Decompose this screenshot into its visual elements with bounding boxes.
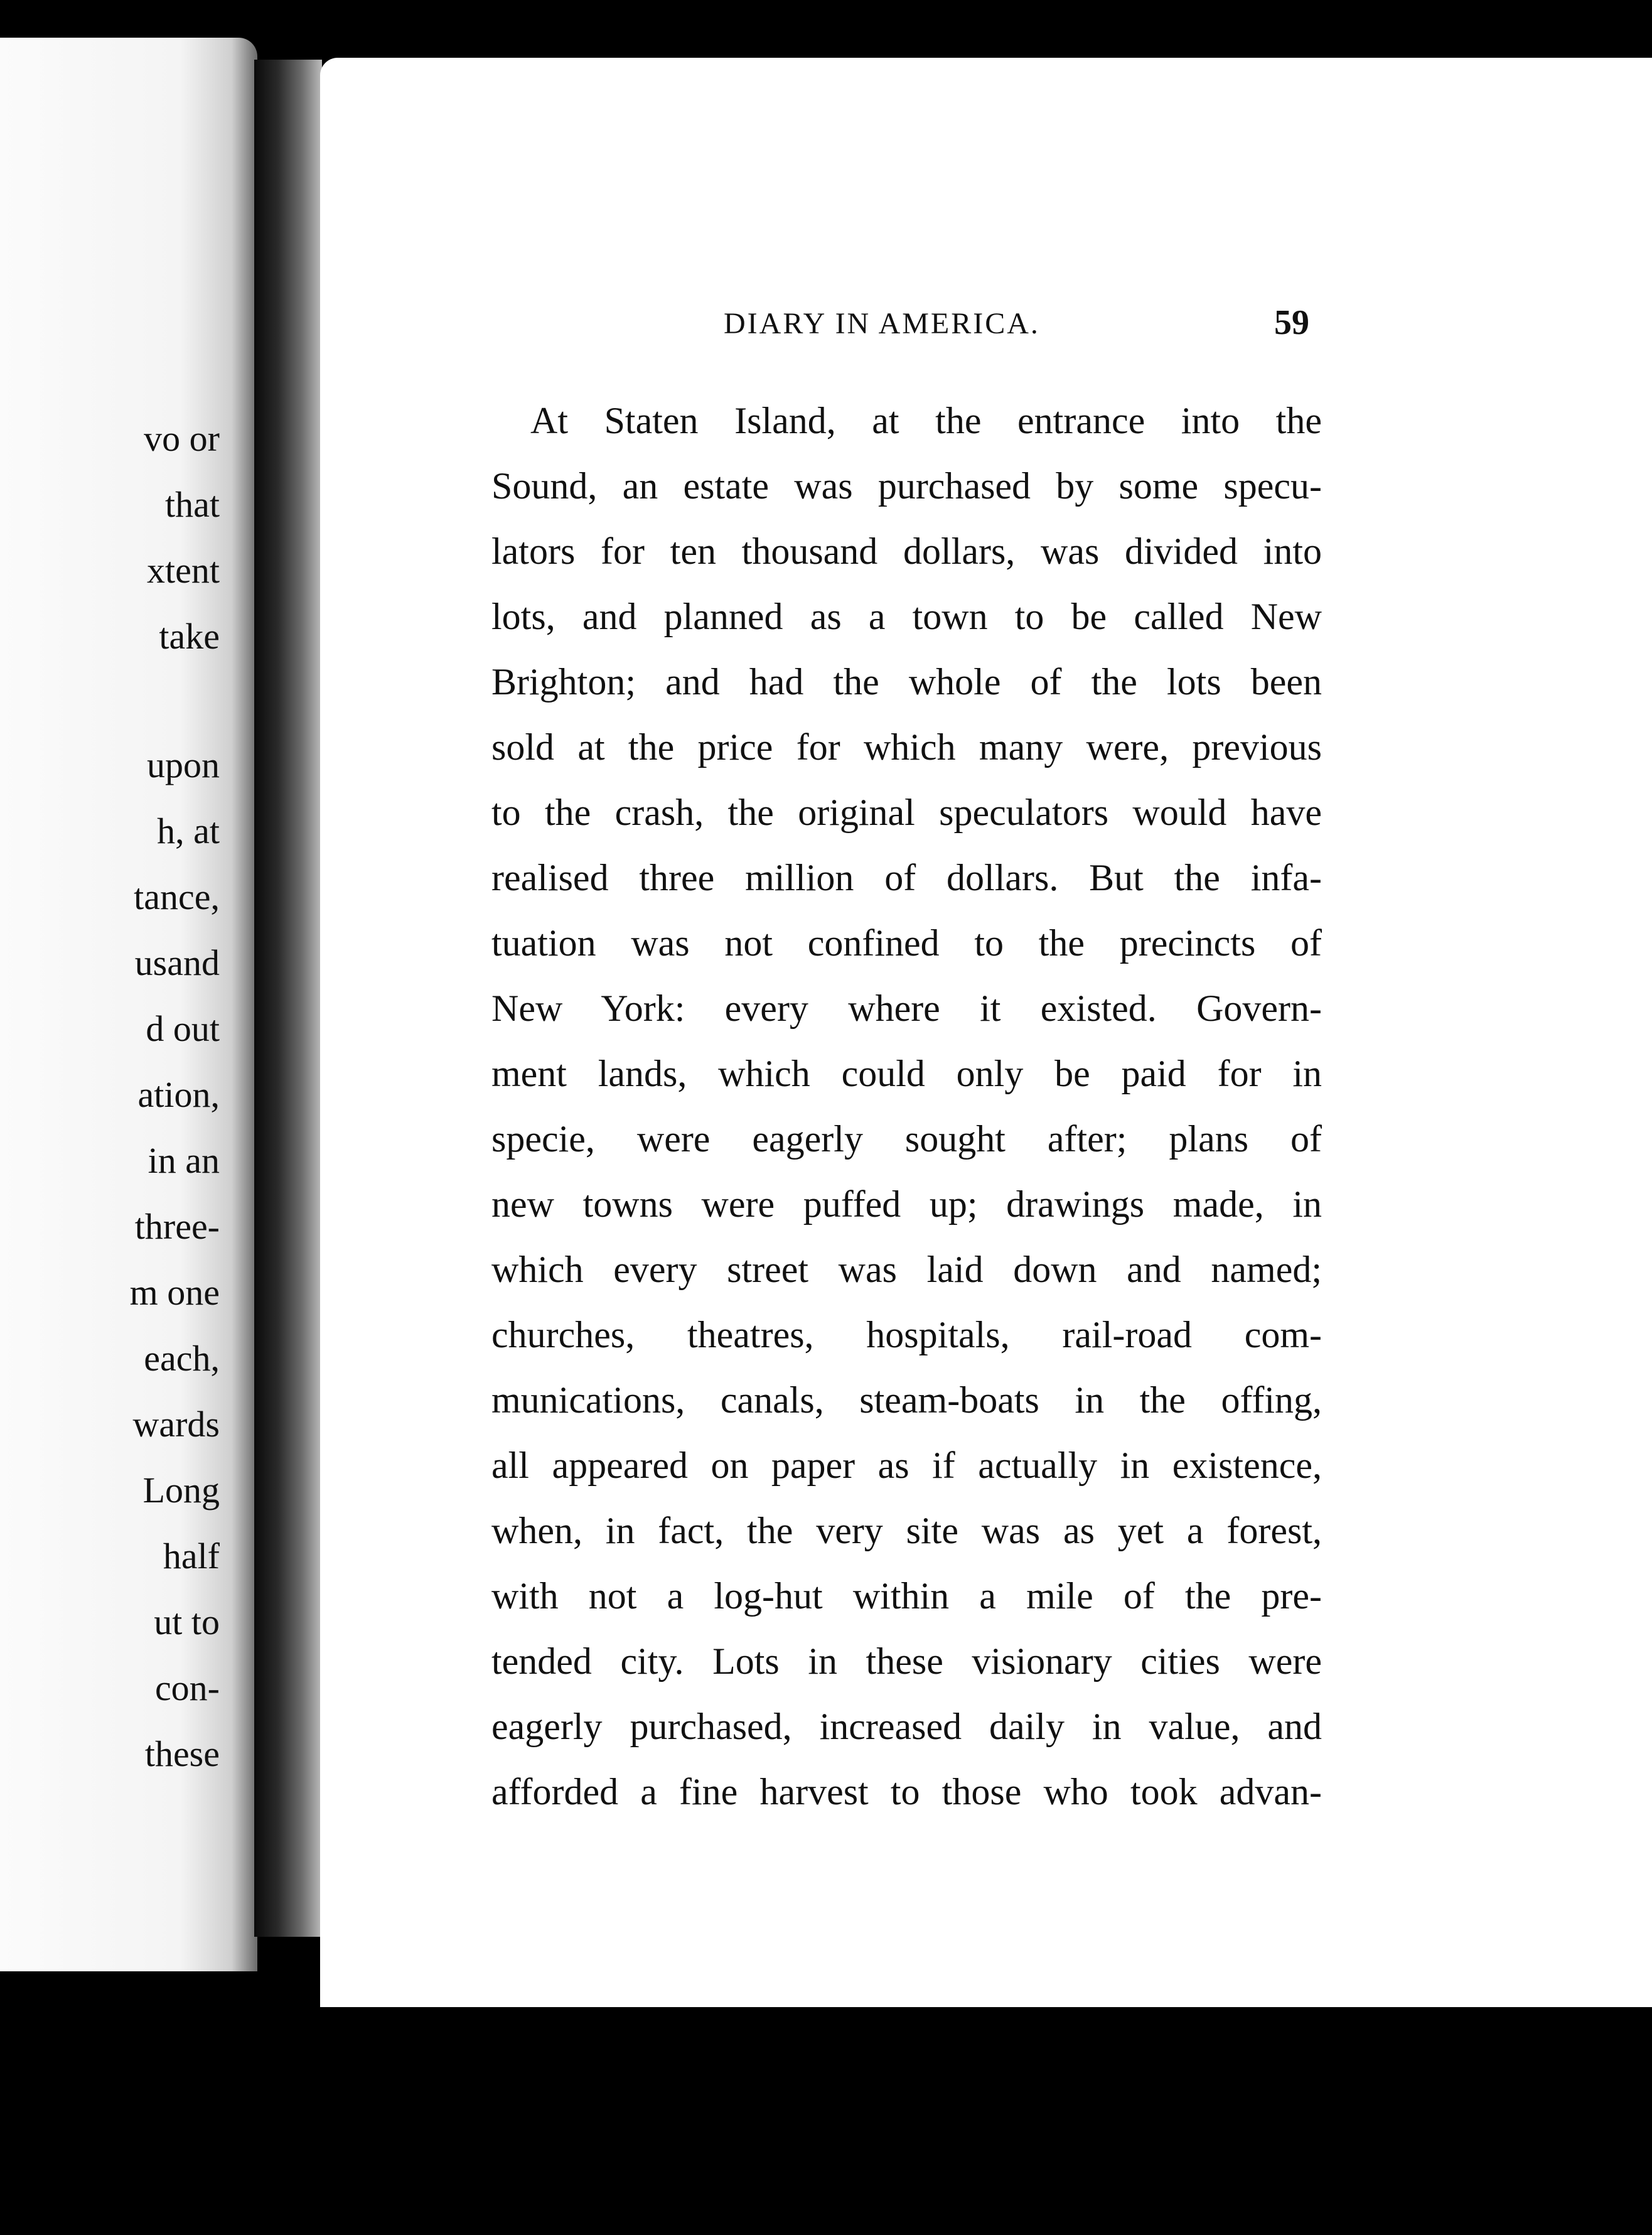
left-page-line: each, <box>144 1338 220 1379</box>
left-page-line: Long <box>142 1470 220 1511</box>
body-text-line: when, in fact, the very site was as yet a forest, <box>491 1510 1322 1551</box>
body-text-line: churches, theatres, hospitals, rail-road com- <box>491 1314 1322 1355</box>
left-page-line: m one <box>129 1272 220 1313</box>
left-page <box>0 38 257 1971</box>
left-page-line: wards <box>132 1404 220 1445</box>
left-page-line: that <box>165 484 220 525</box>
body-text-line: new towns were puffed up; drawings made, in <box>491 1183 1322 1225</box>
left-page-line: in an <box>148 1140 220 1181</box>
body-text-line: eagerly purchased, increased daily in value, and <box>491 1706 1322 1747</box>
running-head: DIARY IN AMERICA. <box>724 307 1040 340</box>
body-text-line: specie, were eagerly sought after; plans of <box>491 1118 1322 1160</box>
left-page-line: xtent <box>147 550 220 591</box>
body-text-line: realised three million of dollars. But the infa- <box>491 857 1322 898</box>
body-text-line: At Staten Island, at the entrance into the <box>530 400 1322 441</box>
body-text-line: which every street was laid down and named; <box>491 1249 1322 1290</box>
left-page-line: three- <box>134 1206 220 1247</box>
body-text-line: lots, and planned as a town to be called New <box>491 596 1322 637</box>
left-page-line: h, at <box>157 811 220 851</box>
body-text-line: tuation was not confined to the precincts of <box>491 922 1322 964</box>
body-text-line: New York: every where it existed. Govern- <box>491 988 1322 1029</box>
left-page-line: half <box>163 1536 220 1576</box>
left-page-line: d out <box>146 1008 220 1049</box>
body-text-line: Sound, an estate was purchased by some specu- <box>491 465 1322 507</box>
left-page-line: upon <box>147 745 220 785</box>
left-page-line: ation, <box>137 1074 220 1115</box>
body-text-line: lators for ten thousand dollars, was divided into <box>491 530 1322 572</box>
left-page-line: vo or <box>144 418 220 459</box>
page-number: 59 <box>1274 303 1309 342</box>
body-text-line: munications, canals, steam-boats in the offing, <box>491 1379 1322 1421</box>
body-text-line: tended city. Lots in these visionary cities were <box>491 1640 1322 1682</box>
body-text-line: sold at the price for which many were, previous <box>491 726 1322 768</box>
body-text-line: with not a log-hut within a mile of the pre- <box>491 1575 1322 1617</box>
body-text-line: ment lands, which could only be paid for in <box>491 1053 1322 1094</box>
body-text-line: afforded a fine harvest to those who took advan- <box>491 1771 1322 1812</box>
body-text-line: Brighton; and had the whole of the lots been <box>491 661 1322 703</box>
left-page-line: con- <box>154 1667 220 1708</box>
body-text-line: to the crash, the original speculators would have <box>491 792 1322 833</box>
left-page-line: ut to <box>154 1602 220 1642</box>
book-gutter <box>254 60 322 1937</box>
left-page-line: usand <box>134 942 220 983</box>
left-page-line: these <box>144 1733 220 1774</box>
body-text-line: all appeared on paper as if actually in existence, <box>491 1445 1322 1486</box>
left-page-line: tance, <box>134 876 220 917</box>
left-page-line: take <box>159 616 220 657</box>
